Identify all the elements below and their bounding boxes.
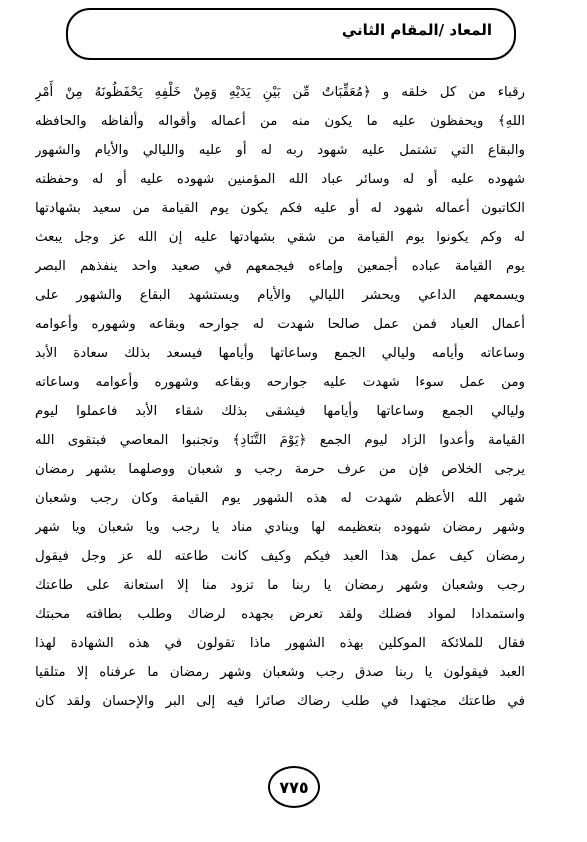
- body-text: [35, 78, 525, 716]
- text-line: رجب وشعبان وشهر رمضان يا ربنا ما تزود منا إلا استعانة على طاعتك: [35, 578, 525, 593]
- text-line: العبد فيقولون يا ربنا صدق رجب وشعبان وشهر رمضان ما عرفناه إلا متلقيا: [35, 665, 525, 680]
- text-line: وساعاته وأيامه وليالي الجمع وساعاتها وأيامها فيسعد بذلك سعادة الأبد: [35, 346, 525, 361]
- text-line: يوم القيامة عباده أجمعين وإماءه فيجمعهم في صعيد واحد ينفذهم البصر: [35, 259, 525, 274]
- text-line: اللهِ﴾ ويحفظون عليه ما يكون منه من أعماله وأقواله وألفاظه والحافظه: [35, 114, 525, 129]
- text-line: والبقاع التي تشتمل عليه شهود ربه له أو عليه والليالي والأيام والشهور: [35, 143, 525, 158]
- text-line: رقباء من كل خلقه و ﴿مُعَقِّبَاتٌ مِّن بَيْنِ يَدَيْهِ وَمِنْ خَلْفِهِ يَحْفَظُونَهُ مِنْ أَمْرِ: [35, 85, 525, 100]
- text-line: شهر الله الأعظم شهدت له هذه الشهور يوم القيامة وكان رجب وشعبان: [35, 491, 525, 506]
- running-header-title: المعاد /المقام الثاني: [341, 21, 492, 39]
- text-line: وشهر رمضان شهوده بتعظيمه لها وينادي مناد يا رجب ويا شعبان ويا شهر: [35, 520, 525, 535]
- text-line: في طاعتك مجتهدا في طلب رضاك صائرا فيه إلى البر والإحسان ولقد كان: [35, 694, 525, 709]
- running-header: [66, 8, 516, 60]
- text-line: له وكم يكونوا يوم القيامة من شقي بشهادتها عليه إن الله عز وجل يبعث: [35, 230, 525, 245]
- page-number-badge: [268, 766, 320, 808]
- text-line: أعمال العباد فمن عمل صالحا شهدت له جوارحه وبقاعه وشهوره وأعوامه: [35, 317, 525, 332]
- text-line: ومن عمل سوءا شهدت عليه جوارحه وبقاعه وشهوره وأعوامه وساعاته: [35, 375, 525, 390]
- text-line: يرجى الخلاص فإن من عرف حرمة رجب و شعبان ووصلهما بشهر رمضان: [35, 462, 525, 477]
- text-line: القيامة وأعدوا الزاد ليوم الجمع ﴿يَوْمَ التَّنَادِ﴾ وتجنبوا المعاصي فبتقوى الله: [35, 433, 525, 448]
- text-line: واستمدادا لمواد فضلك ولقد تعرض بجهده لرضاك وطلب بطاقته محبتك: [35, 607, 525, 622]
- text-line: فقال للملائكة الموكلين بهذه الشهور ماذا تقولون في هذه الشهادة لهذا: [35, 636, 525, 651]
- page-number: ٧٧٥: [279, 777, 309, 797]
- text-line: الكاتبون أعماله شهود له أو عليه فكم يكون يوم القيامة من سعيد بشهادتها: [35, 201, 525, 216]
- text-line: وليالي الجمع وساعاتها وأيامها فيشقى بذلك شقاء الأبد فاعملوا ليوم: [35, 404, 525, 419]
- text-line: ويسمعهم الداعي ويحشر الليالي والأيام ويستشهد البقاع والشهور على: [35, 288, 525, 303]
- text-line: رمضان كيف عمل هذا العبد فيكم وكيف كانت طاعته لله عز وجل فيقول: [35, 549, 525, 564]
- text-line: شهوده عليه أو له وسائر عباد الله المؤمنين شهوده عليه أو له وحفظته: [35, 172, 525, 187]
